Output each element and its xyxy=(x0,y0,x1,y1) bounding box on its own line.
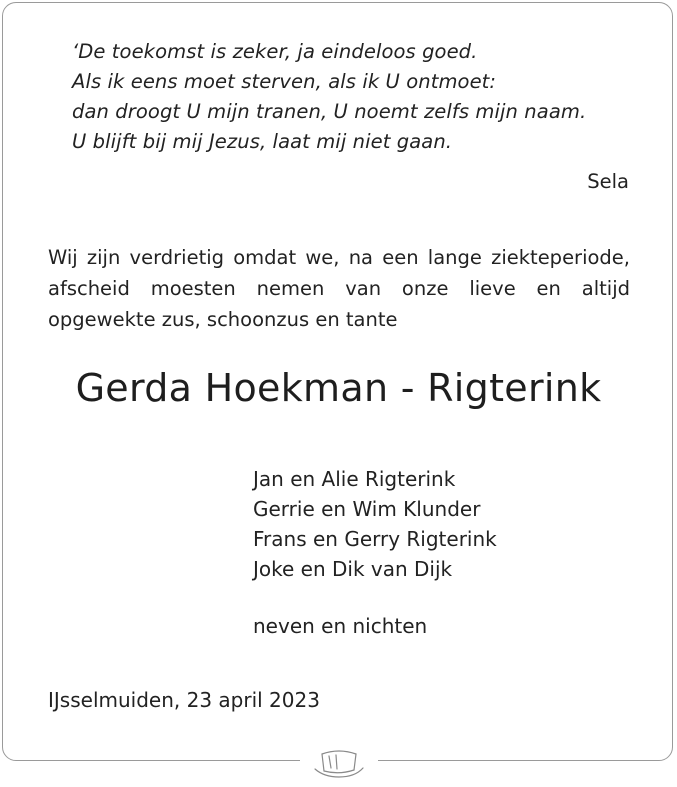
poem-line: dan droogt U mijn tranen, U noemt zelfs mijn naam. xyxy=(72,100,587,123)
family-member: Joke en Dik van Dijk xyxy=(253,557,453,581)
poem-line: ‘De toekomst is zeker, ja eindeloos goed. xyxy=(72,40,478,63)
cousins-line: neven en nichten xyxy=(253,614,428,638)
family-member: Gerrie en Wim Klunder xyxy=(253,497,481,521)
intro-line: afscheid moesten nemen van onze lieve en altijd xyxy=(48,277,630,300)
family-member: Jan en Alie Rigterink xyxy=(253,467,456,491)
family-list xyxy=(253,464,497,584)
poem-author: Sela xyxy=(587,170,629,193)
place-date: IJsselmuiden, 23 april 2023 xyxy=(48,688,320,712)
intro-line: Wij zijn verdrietig omdat we, na een lange ziekteperiode, xyxy=(48,246,630,269)
poem-line: Als ik eens moet sterven, als ik U ontmoet: xyxy=(72,70,497,93)
family-member: Frans en Gerry Rigterink xyxy=(253,527,497,551)
intro-text xyxy=(48,242,630,335)
poem-line: U blijft bij mij Jezus, laat mij niet gaan. xyxy=(72,130,453,153)
intro-line: opgewekte zus, schoonzus en tante xyxy=(48,308,398,331)
deceased-name: Gerda Hoekman - Rigterink xyxy=(75,366,602,410)
hat-icon xyxy=(310,744,368,780)
poem xyxy=(72,37,586,157)
